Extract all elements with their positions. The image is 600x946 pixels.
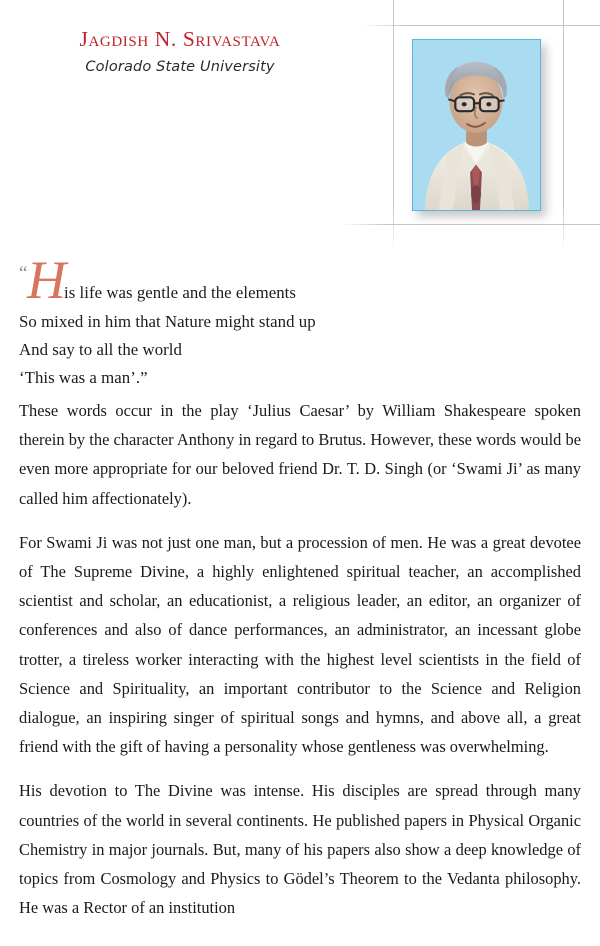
author-name: Jagdish N. Srivastava — [79, 27, 281, 51]
author-affiliation: Colorado State University — [85, 58, 275, 75]
decorative-rule-top — [362, 25, 600, 26]
verse-line — [19, 250, 419, 310]
body-paragraph: His devotion to The Divine was intense. His disciples are spread through many countries of the world in several continents. He published papers in Physical Organic Chemistry in major journals. But, many of his papers also show a deep knowledge of topics from Cosmology and Physics to Gödel’s Theorem to the Vedanta philosophy. He was a Rector of an institution — [19, 781, 581, 918]
decorative-rule-left-vertical — [393, 0, 394, 252]
portrait-photo — [412, 39, 541, 211]
verse-line: So mixed in him that Nature might stand up — [19, 312, 316, 331]
verse-line: And say to all the world — [19, 340, 182, 359]
decorative-rule-right-vertical — [563, 0, 564, 252]
verse-line: ‘This was a man’.” — [19, 368, 148, 387]
drop-cap-letter: H — [27, 250, 67, 310]
portrait-illustration — [413, 40, 540, 210]
body-paragraph: These words occur in the play ‘Julius Caesar’ by William Shakespeare spoken therein by the character Anthony in regard to Brutus. However, these words would be even more appropriate for our beloved friend Dr. T. D. Singh (or ‘Swami Ji’ as many called him affectionately). — [19, 401, 581, 508]
open-quote-mark: “ — [19, 263, 28, 284]
decorative-rule-bottom — [340, 224, 600, 225]
portrait-frame — [412, 39, 541, 211]
body-copy — [19, 396, 581, 922]
byline — [0, 28, 360, 75]
epigraph — [19, 250, 419, 392]
verse-line-text: is life was gentle and the elements — [64, 283, 296, 302]
body-paragraph: For Swami Ji was not just one man, but a procession of men. He was a great devotee of The Supreme Divine, a highly enlightened spiritual teacher, an accomplished scientist and scholar, an educationist, a religious leader, an editor, an organizer of conferences and also of dance performances, an administrator, an incessant globe trotter, a tireless worker interacting with the highest level scientists in the field of Science and Spirituality, an important contributor to the Science and Religion dialogue, an inspiring singer of spiritual songs and hymns, and above all, a great friend with the gift of having a personality whose gentleness was overwhelming. — [19, 532, 581, 757]
